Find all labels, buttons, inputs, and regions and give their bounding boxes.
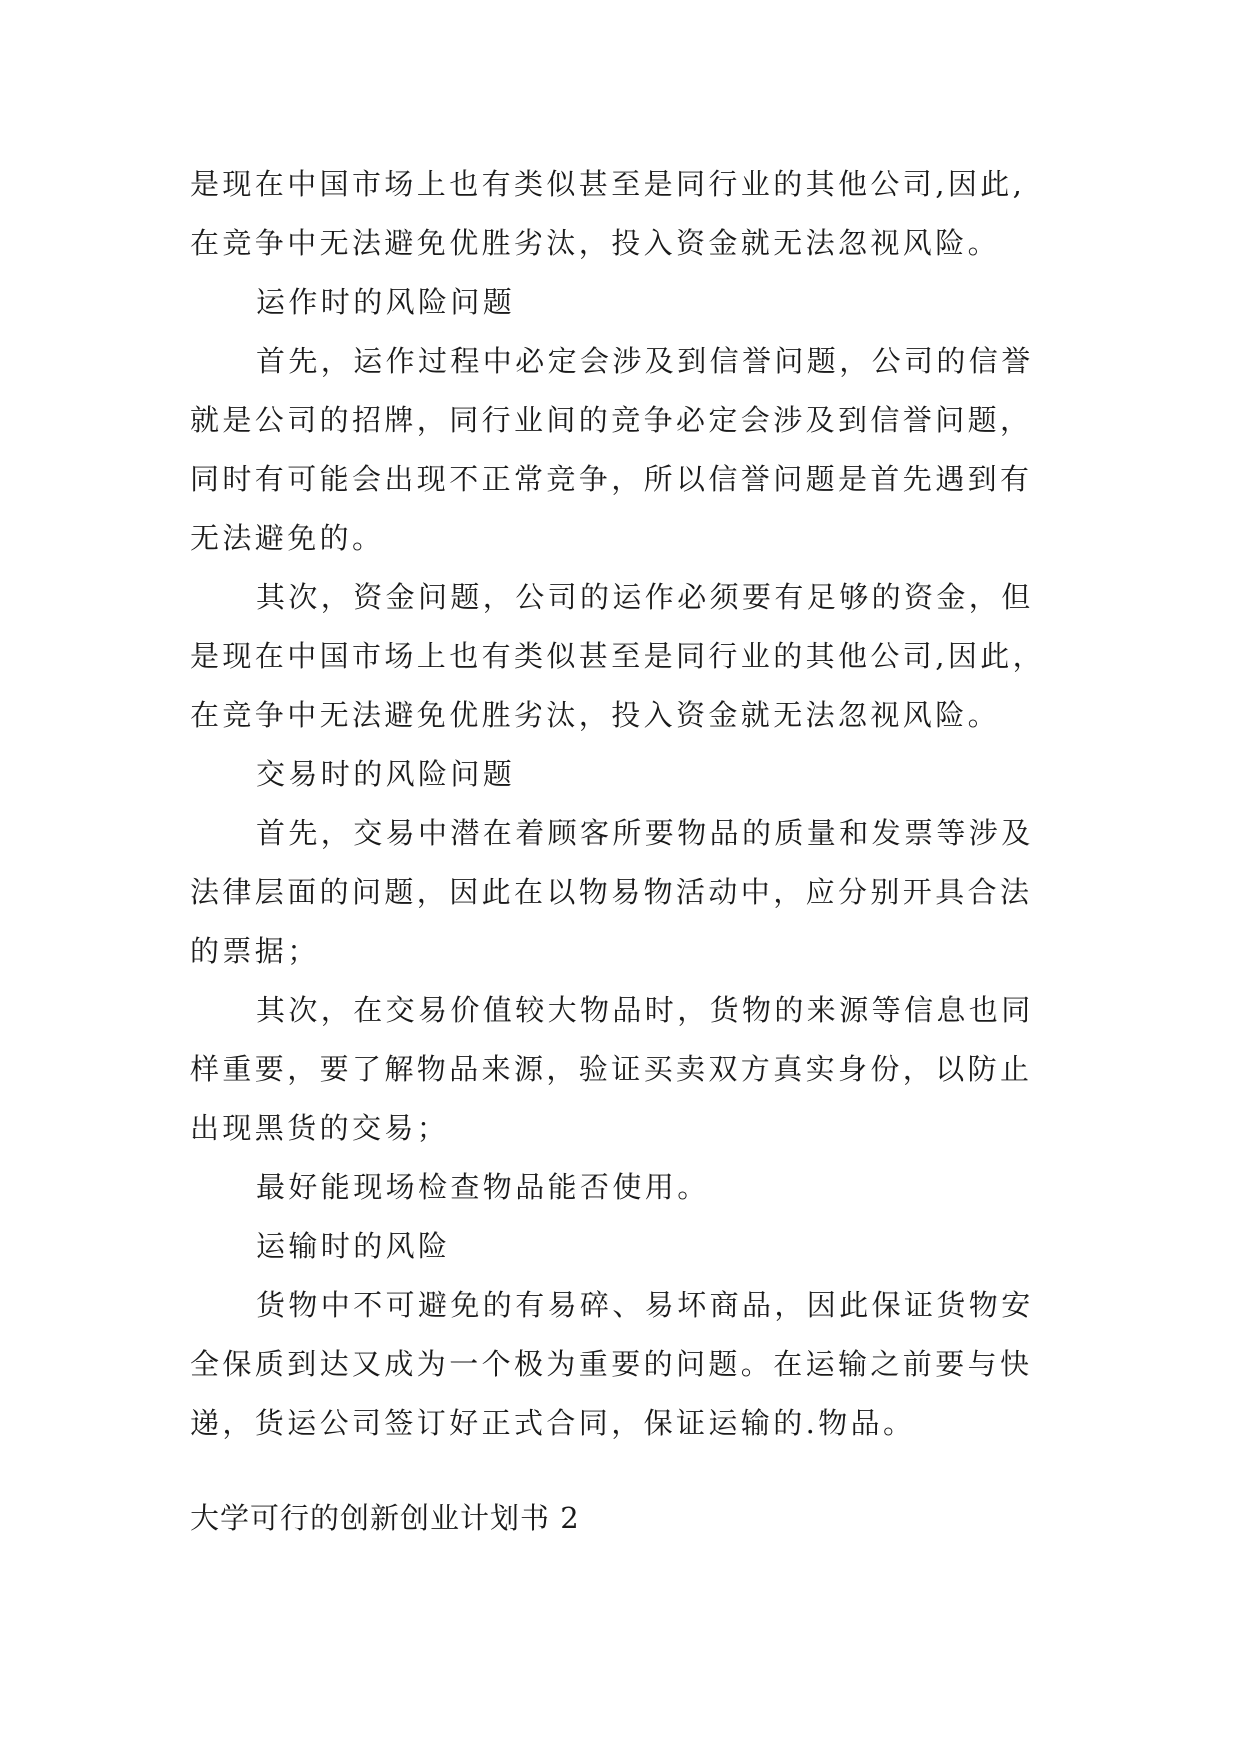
body-text-line: 首先，运作过程中必定会涉及到信誉问题，公司的信誉 — [256, 344, 1034, 378]
body-text-line: 货物中不可避免的有易碎、易坏商品，因此保证货物安 — [256, 1288, 1034, 1322]
body-text-line: 是现在中国市场上也有类似甚至是同行业的其他公司,因此, — [190, 167, 1026, 201]
body-text-line: 最好能现场检查物品能否使用。 — [256, 1170, 710, 1204]
body-text-line: 递，货运公司签订好正式合同，保证运输的.物品。 — [190, 1406, 916, 1440]
body-text-line: 是现在中国市场上也有类似甚至是同行业的其他公司,因此， — [190, 639, 1046, 673]
body-text-line: 在竞争中无法避免优胜劣汰，投入资金就无法忽视风险。 — [190, 226, 1001, 260]
section-heading-transaction-risk: 交易时的风险问题 — [256, 757, 516, 791]
body-text-line: 全保质到达又成为一个极为重要的问题。在运输之前要与快 — [190, 1347, 1033, 1381]
body-text-line: 其次，资金问题，公司的运作必须要有足够的资金，但 — [256, 580, 1034, 614]
body-text-line: 无法避免的。 — [190, 521, 385, 555]
body-text-line: 出现黑货的交易； — [190, 1111, 450, 1145]
document-title: 大学可行的创新创业计划书 2 — [190, 1501, 580, 1535]
body-text-line: 法律层面的问题，因此在以物易物活动中，应分别开具合法 — [190, 875, 1033, 909]
body-text-line: 的票据； — [190, 934, 320, 968]
body-text-line: 在竞争中无法避免优胜劣汰，投入资金就无法忽视风险。 — [190, 698, 1001, 732]
body-text-line: 就是公司的招牌，同行业间的竞争必定会涉及到信誉问题， — [190, 403, 1033, 437]
section-heading-operation-risk: 运作时的风险问题 — [256, 285, 516, 319]
body-text-line: 样重要，要了解物品来源，验证买卖双方真实身份，以防止 — [190, 1052, 1033, 1086]
body-text-line: 其次，在交易价值较大物品时，货物的来源等信息也同 — [256, 993, 1034, 1027]
section-heading-transport-risk: 运输时的风险 — [256, 1229, 451, 1263]
body-text-line: 首先，交易中潜在着顾客所要物品的质量和发票等涉及 — [256, 816, 1034, 850]
body-text-line: 同时有可能会出现不正常竞争，所以信誉问题是首先遇到有 — [190, 462, 1033, 496]
